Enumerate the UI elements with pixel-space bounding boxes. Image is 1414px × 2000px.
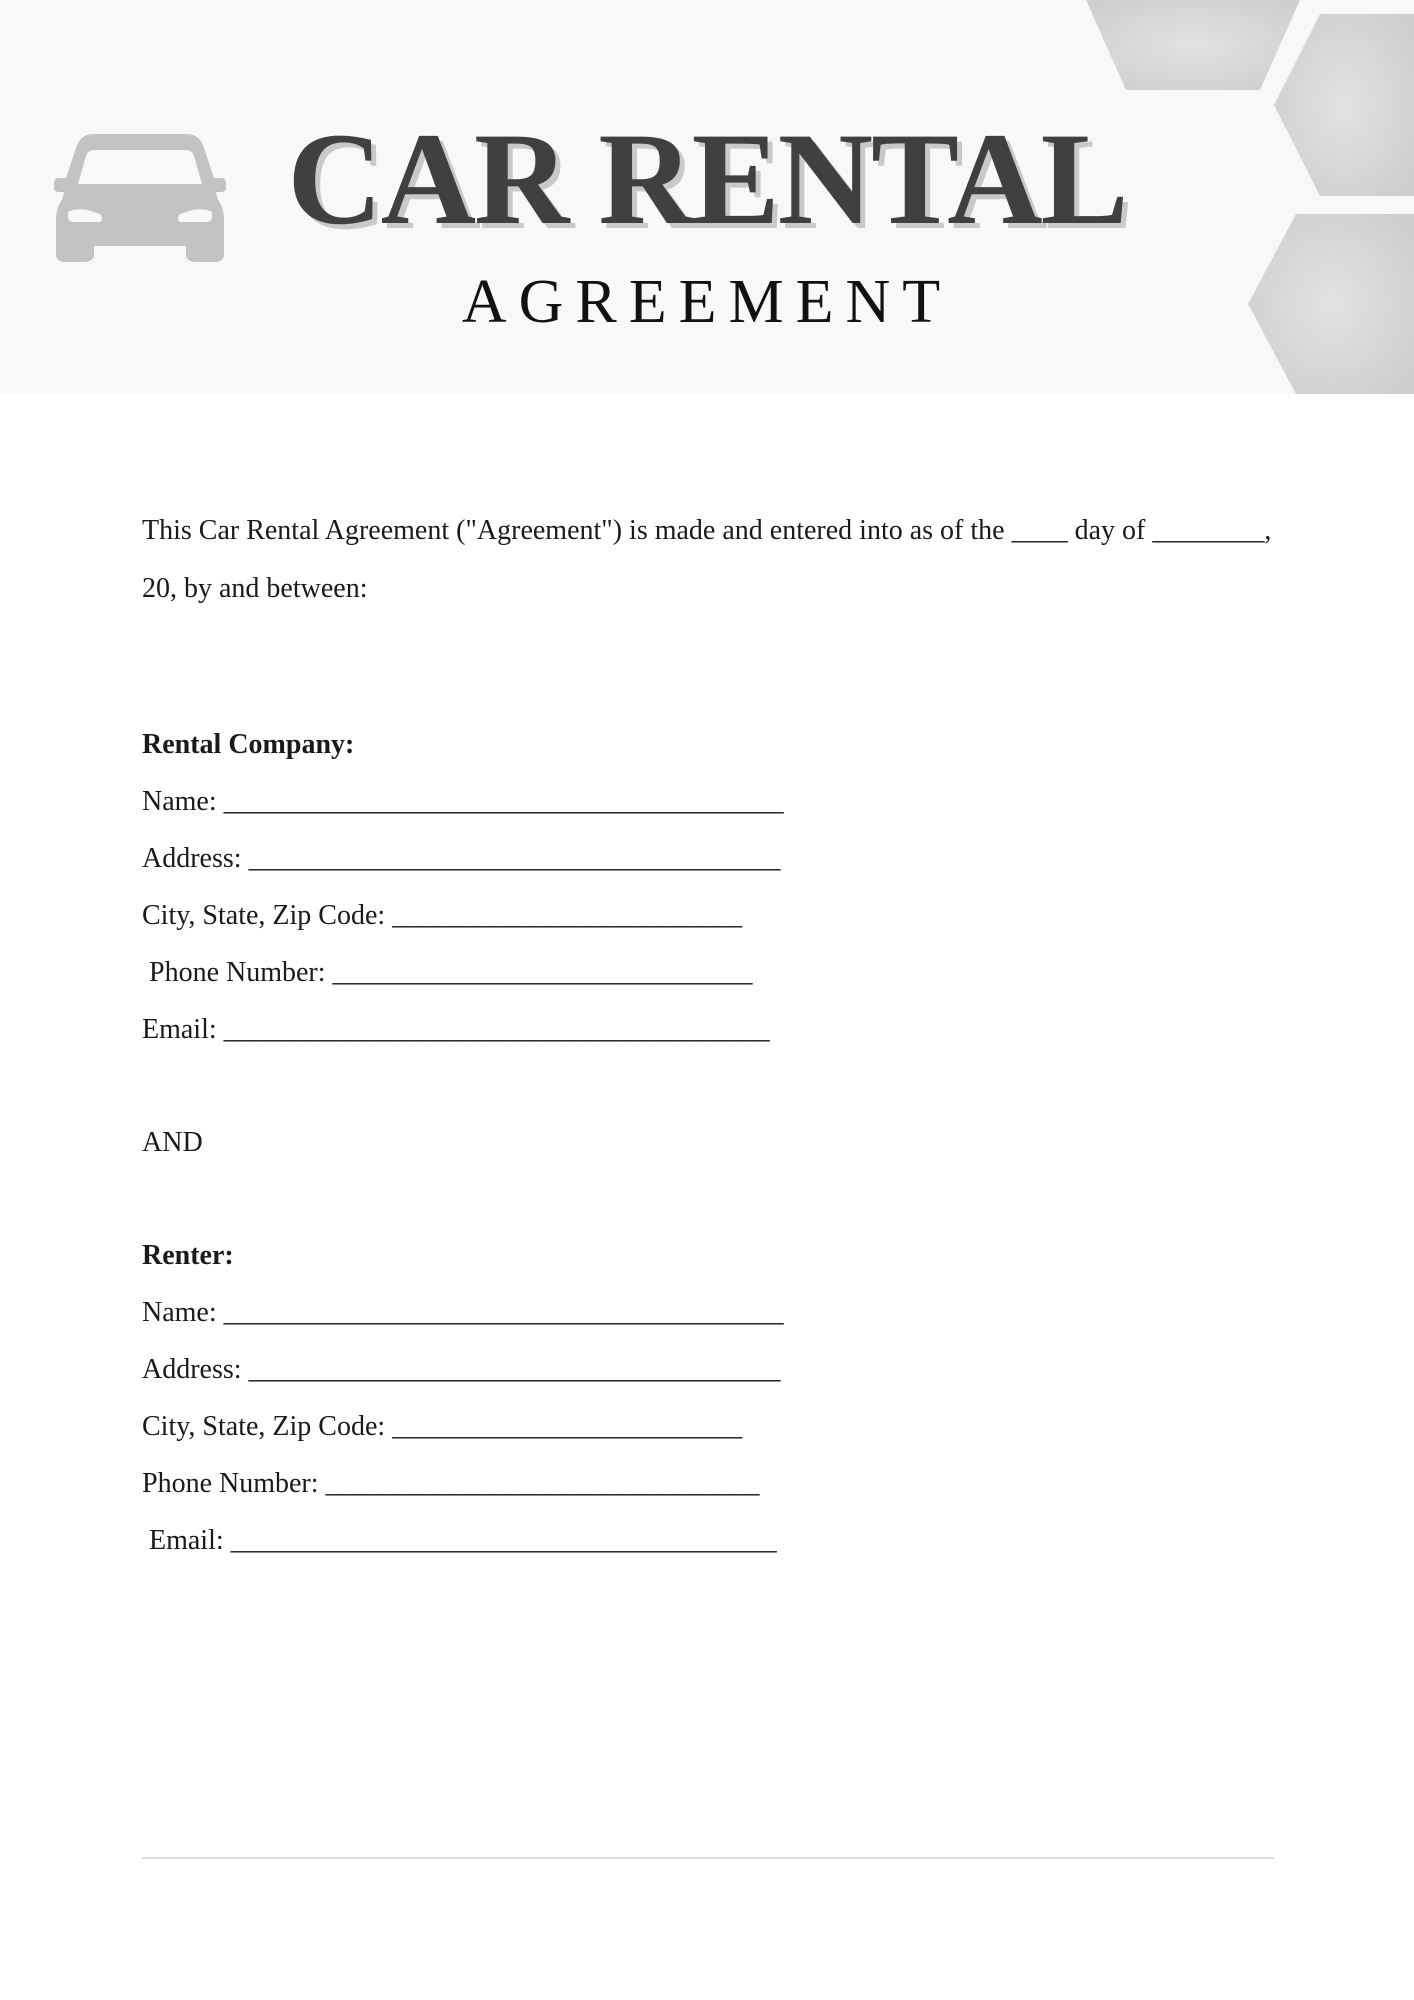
spacer (142, 618, 1282, 716)
renter-phone-field[interactable]: Phone Number: _______________________________ (142, 1468, 760, 1499)
rental-company-address-field[interactable]: Address: ______________________________________ (142, 843, 781, 874)
rental-company-email-field[interactable]: Email: _______________________________________ (142, 1014, 770, 1045)
spacer (142, 1058, 1282, 1114)
intro-paragraph: This Car Rental Agreement ("Agreement") is made and entered into as of the ____ day of ________, 20, by and between: (142, 515, 1272, 604)
hexagon-top (1086, 0, 1300, 90)
rental-company-heading: Rental Company: (142, 729, 355, 760)
renter-address-field[interactable]: Address: ______________________________________ (142, 1354, 781, 1385)
document-title: CAR RENTAL (287, 105, 1127, 252)
and-label: AND (142, 1127, 203, 1158)
renter-email-field[interactable]: Email: _______________________________________ (142, 1525, 777, 1556)
rental-company-section (142, 716, 1282, 1058)
rental-company-city-field[interactable]: City, State, Zip Code: _________________________ (142, 900, 743, 931)
agreement-body (142, 502, 1282, 1569)
rental-company-name-field[interactable]: Name: ________________________________________ (142, 786, 784, 817)
renter-name-field[interactable]: Name: ________________________________________ (142, 1297, 784, 1328)
spacer (142, 1171, 1282, 1227)
renter-section (142, 1227, 1282, 1569)
renter-heading: Renter: (142, 1240, 234, 1271)
rental-company-phone-field[interactable]: Phone Number: ______________________________ (142, 957, 753, 988)
renter-city-field[interactable]: City, State, Zip Code: _________________________ (142, 1411, 743, 1442)
document-subtitle: AGREEMENT (461, 268, 953, 336)
header-banner (0, 0, 1414, 394)
footer-divider (142, 1857, 1274, 1859)
